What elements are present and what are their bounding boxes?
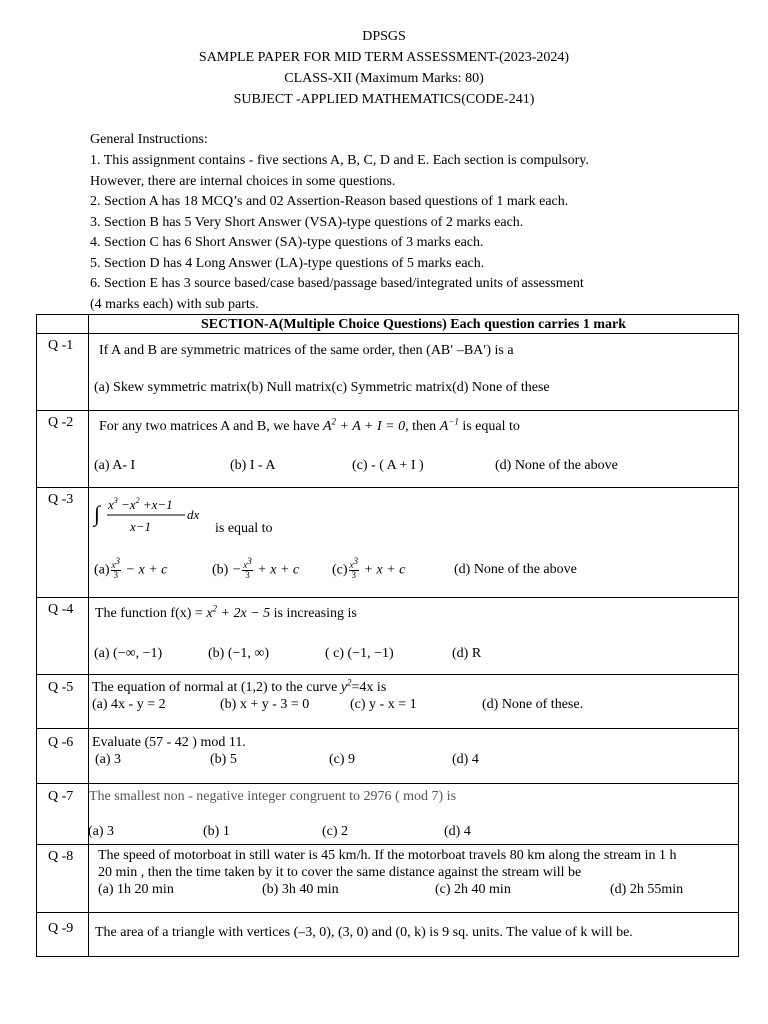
q3-option-b: (b) − $\frac{x^3}{3}$ + x + c: [212, 556, 300, 580]
q4-stem: The function $f(x) = x^2 + 2x - 5$ is increasing is: [95, 603, 357, 621]
svg-text:dx: dx: [187, 507, 200, 522]
q3-option-c: (c) $\frac{x^3}{3}$ + x + c: [332, 556, 406, 580]
class-line: CLASS-XII (Maximum Marks: 80): [284, 71, 484, 86]
svg-text:∫: ∫: [94, 501, 101, 526]
instruction-line: 5. Section D has 4 Long Answer (LA)-type questions of 5 marks each.: [90, 256, 485, 271]
instruction-line: 4. Section C has 6 Short Answer (SA)-type questions of 3 marks each.: [90, 235, 484, 250]
question-number: Q -9: [48, 921, 74, 936]
q2-stem-part: , then: [405, 419, 440, 434]
q2-option-a: (a) A- I: [94, 458, 136, 473]
q9-stem: The area of a triangle with vertices (–3, 0), (3, 0) and (0, k) is 9 sq. units. The value of k will be.: [95, 925, 633, 940]
q4-option-b: (b) (−1, ∞): [208, 646, 270, 661]
school-name: DPSGS: [362, 29, 406, 44]
q7-stem: The smallest non - negative integer congruent to 2976 ( mod 7) is: [89, 789, 457, 804]
q2-stem-part: For any two matrices A and B, we have: [99, 419, 323, 434]
q5-stem: The equation of normal at (1,2) to the curve $y^2=4x$ is: [92, 677, 387, 695]
q4-option-c: ( c) (−1, −1): [325, 646, 394, 661]
svg-text:x−1: x−1: [130, 519, 152, 534]
q8-option-b: (b) 3h 40 min: [262, 882, 339, 897]
question-number: Q -5: [48, 680, 74, 695]
q2-option-b: (b) I - A: [230, 458, 276, 473]
q6-option-a: (a) 3: [95, 752, 122, 767]
q6-option-c: (c) 9: [329, 752, 356, 767]
q7-option-c: (c) 2: [322, 824, 349, 839]
question-number: Q -1: [48, 338, 74, 353]
q1-options: (a) Skew symmetric matrix(b) Null matrix(c) Symmetric matrix(d) None of these: [94, 380, 550, 395]
instruction-line: However, there are internal choices in some questions.: [90, 174, 396, 189]
instruction-line: (4 marks each) with sub parts.: [90, 297, 259, 312]
instruction-line: 3. Section B has 5 Very Short Answer (VSA)-type questions of 2 marks each.: [90, 215, 524, 230]
instruction-line: 1. This assignment contains - five sections A, B, C, D and E. Each section is compulsory.: [90, 153, 589, 168]
q1-stem: If A and B are symmetric matrices of the same order, then (AB′ –BA′) is a: [99, 343, 514, 358]
section-a-title: SECTION-A(Multiple Choice Questions) Each question carries 1 mark: [200, 317, 627, 332]
question-number: Q -4: [48, 602, 74, 617]
q2-stem-part: is equal to: [458, 419, 520, 434]
q6-option-d: (d) 4: [452, 752, 479, 767]
q2-stem: [99, 418, 520, 435]
svg-text:x3 −x2 +x−1: $x^3 -x^2 +x-1$: [108, 496, 173, 512]
question-number: Q -8: [48, 849, 74, 864]
q7-option-b: (b) 1: [203, 824, 230, 839]
q4-option-d: (d) R: [452, 646, 482, 661]
q5-option-b: (b) x + y - 3 = 0: [220, 697, 310, 712]
question-number: Q -7: [48, 789, 74, 804]
q3-integral: [92, 493, 222, 537]
question-number: Q -2: [48, 415, 74, 430]
q5-option-a: (a) 4x - y = 2: [92, 697, 166, 712]
q8-option-a: (a) 1h 20 min: [98, 882, 174, 897]
question-number: Q -6: [48, 735, 74, 750]
paper-title: SAMPLE PAPER FOR MID TERM ASSESSMENT-(2023-2024): [198, 50, 570, 65]
q7-option-a: (a) 3: [88, 824, 115, 839]
q8-option-d: (d) 2h 55min: [610, 882, 684, 897]
q7-option-d: (d) 4: [444, 824, 471, 839]
question-number: Q -3: [48, 492, 74, 507]
instructions-title: General Instructions:: [90, 132, 208, 147]
instruction-line: 6. Section E has 3 source based/case based/passage based/integrated units of assessment: [90, 276, 584, 291]
q8-stem-line2: 20 min , then the time taken by it to cover the same distance against the stream will be: [98, 865, 582, 880]
q4-option-a: (a) (−∞, −1): [94, 646, 163, 661]
q2-inverse: $A^{-1}$: [439, 416, 459, 434]
q5-option-d: (d) None of these.: [482, 697, 584, 712]
q8-stem-line1: The speed of motorboat in still water is 45 km/h. If the motorboat travels 80 km along the stream in 1 h: [98, 848, 677, 863]
q3-stem: is equal to: [215, 521, 273, 536]
q2-equation: $A^2 + A + I = 0$: [322, 416, 406, 434]
q5-option-c: (c) y - x = 1: [350, 697, 417, 712]
q3-option-a: (a) $\frac{x^3}{3}$ − x + c: [94, 556, 168, 580]
instruction-line: 2. Section A has 18 MCQ’s and 02 Assertion-Reason based questions of 1 mark each.: [90, 194, 569, 209]
q6-option-b: (b) 5: [210, 752, 237, 767]
subject-line: SUBJECT -APPLIED MATHEMATICS(CODE-241): [233, 92, 535, 107]
q6-stem: Evaluate (57 - 42 ) mod 11.: [92, 735, 246, 750]
q8-option-c: (c) 2h 40 min: [435, 882, 511, 897]
q3-option-d: (d) None of the above: [454, 562, 577, 577]
q2-option-c: (c) - ( A + I ): [352, 458, 424, 473]
q2-option-d: (d) None of the above: [495, 458, 618, 473]
